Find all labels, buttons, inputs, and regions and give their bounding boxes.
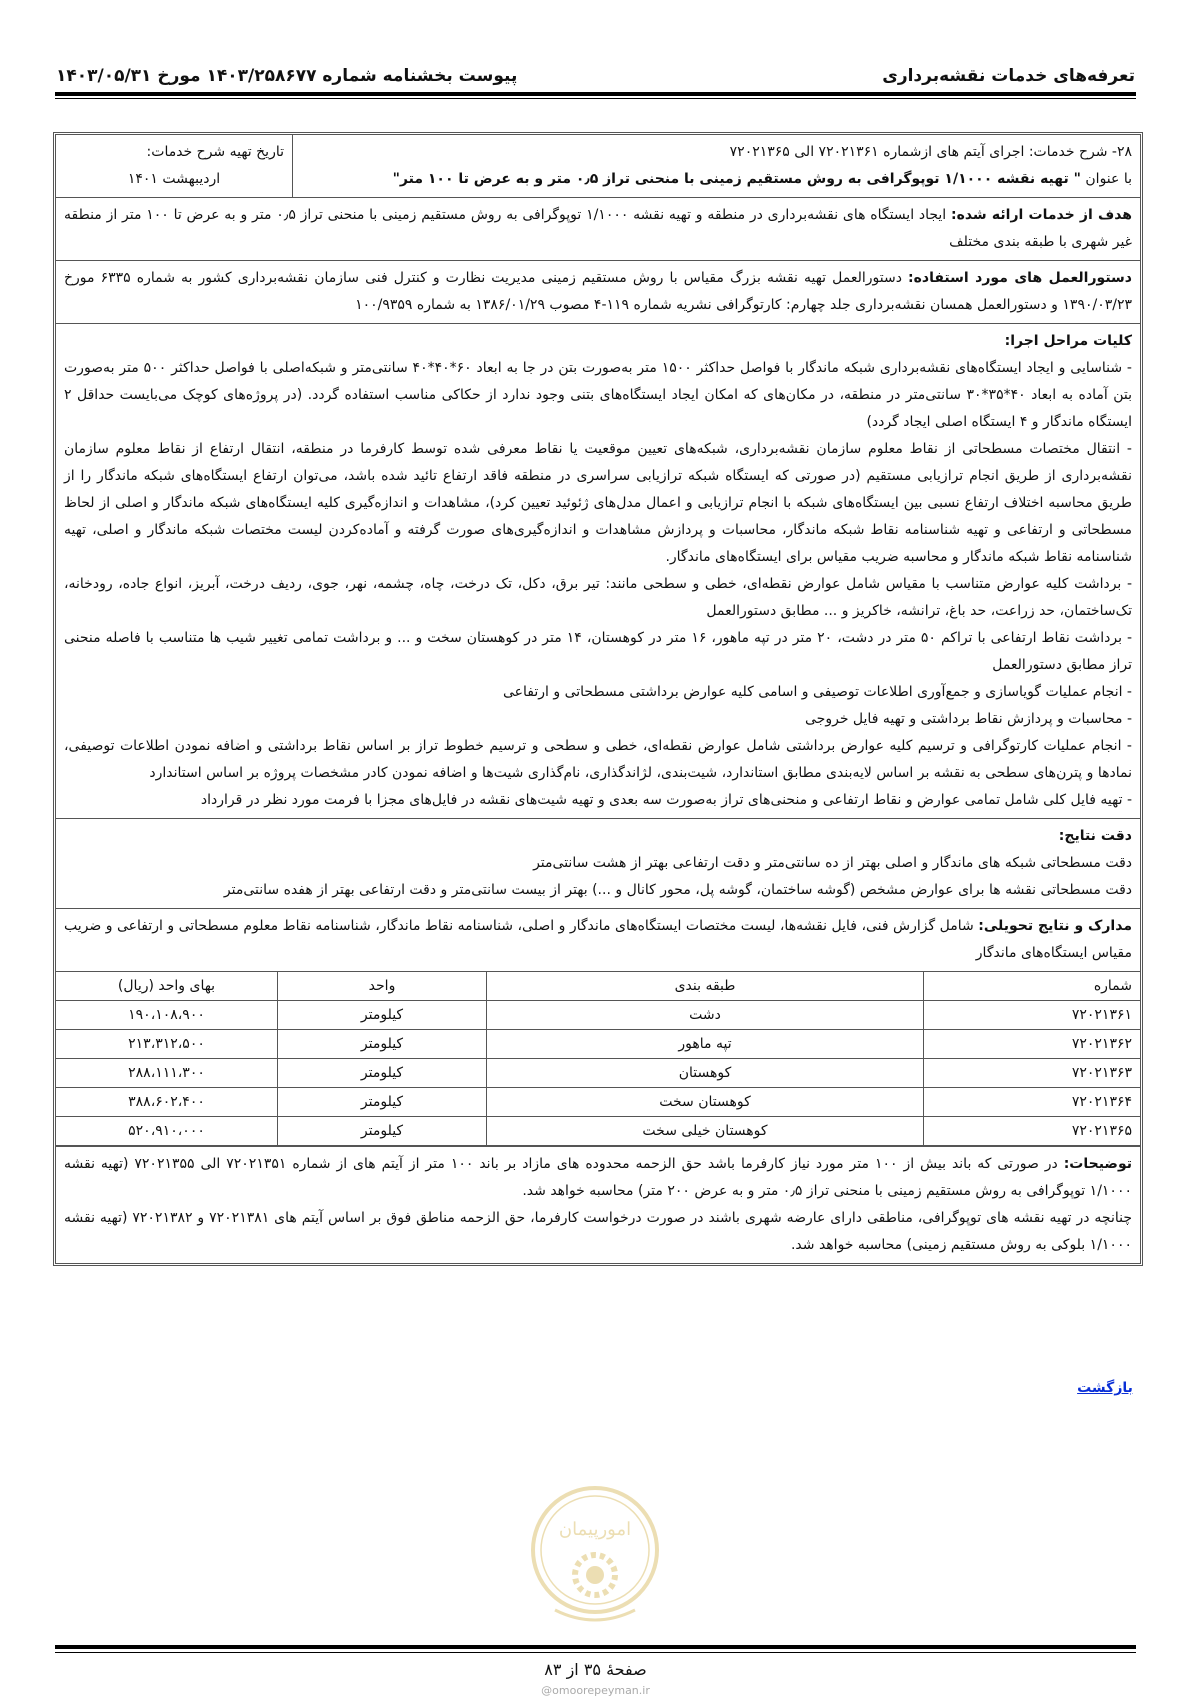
- service-line2: با عنوان " تهیه نقشه ۱/۱۰۰۰ توپوگرافی به روش مستقیم زمینی با منحنی تراز ۰٫۵ متر و به عرض تا ۱۰۰ متر": [392, 171, 1132, 187]
- service-line1: ۲۸- شرح خدمات: اجرای آیتم های ازشماره ۷۲۰۲۱۳۶۱ الی ۷۲۰۲۱۳۶۵: [729, 144, 1132, 160]
- header-rule: [55, 92, 1136, 96]
- cell-code: ۷۲۰۲۱۳۶۱: [924, 1001, 1141, 1030]
- cell-unit: کیلومتر: [278, 1088, 487, 1117]
- site-watermark: @omoorepeyman.ir: [541, 1684, 650, 1697]
- goal-label: هدف از خدمات ارائه شده:: [950, 207, 1132, 223]
- steps-row: [56, 324, 1140, 819]
- manual-label: دستورالعمل های مورد استفاده:: [908, 270, 1132, 286]
- date-value: اردیبهشت ۱۴۰۱: [127, 171, 221, 187]
- notes-text1: در صورتی که باند بیش از ۱۰۰ متر مورد نیاز کارفرما باشد حق الزحمه محدوده های مازاد بر باند ۱۰۰ متر از آیتم های از شماره ۷۲۰۲۱۳۵۱ الی ۷۲۰۲۱۳۵۵ (تهیه نقشه ۱/۱۰۰۰ توپوگرافی به روش مستقیم زمینی با منحنی تراز ۰٫۵ متر و به عرض ۲۰۰ متر) محاسبه خواهد شد.: [64, 1156, 1132, 1199]
- footer-rule: [55, 1645, 1136, 1649]
- service-title: " تهیه نقشه ۱/۱۰۰۰ توپوگرافی به روش مستقیم زمینی با منحنی تراز ۰٫۵ متر و به عرض تا ۱۰۰ متر": [392, 171, 1081, 187]
- cell-price: ۲۸۸،۱۱۱،۳۰۰: [56, 1059, 278, 1088]
- table-header-row: [56, 972, 1140, 1001]
- cell-category: کوهستان: [487, 1059, 924, 1088]
- deliverables-row: [56, 909, 1140, 972]
- service-document: [53, 132, 1143, 1266]
- cell-unit: کیلومتر: [278, 1117, 487, 1146]
- goal-text: ایجاد ایستگاه های نقشه‌برداری در منطقه و تهیه نقشه ۱/۱۰۰۰ توپوگرافی به روش مستقیم زمینی با منحنی تراز ۰٫۵ متر و به عرض تا ۱۰۰ متر از منطقه غیر شهری با طبقه بندی مختلف: [64, 207, 1132, 250]
- step-item: - برداشت نقاط ارتفاعی با تراکم ۵۰ متر در دشت، ۲۰ متر در تپه ماهور، ۱۶ متر در کوهستان، ۱۴ متر در کوهستان سخت و ... و برداشت تمامی تغییر شیب ها متناسب با فاصله منحنی تراز مطابق دستورالعمل: [64, 630, 1133, 673]
- page-number: صفحهٔ ۳۵ از ۸۳: [544, 1660, 647, 1679]
- manual-row: [56, 261, 1140, 324]
- header-price: بهای واحد (ریال): [56, 972, 278, 1001]
- seal-lettering: امورپیمان: [558, 1519, 632, 1540]
- cell-unit: کیلومتر: [278, 1059, 487, 1088]
- step-item: - تهیه فایل کلی شامل تمامی عوارض و نقاط ارتفاعی و منحنی‌های تراز به‌صورت سه بعدی و تهیه شیت‌های نقشه در فایل‌های مجزا با فرمت مورد نظر در قرارداد: [200, 792, 1132, 808]
- table-row: [56, 1088, 1140, 1117]
- table-row: [56, 1059, 1140, 1088]
- footer-rule-thin: [55, 1652, 1136, 1653]
- cell-category: کوهستان سخت: [487, 1088, 924, 1117]
- table-row: [56, 1030, 1140, 1059]
- step-item: - برداشت کلیه عوارض متناسب با مقیاس شامل عوارض نقطه‌ای، خطی و سطحی مانند: تیر برق، دکل، تک درخت، چاه، چشمه، نهر، جوی، ردیف درخت، آبریز، انواع جاده، رودخانه، تک‌ساختمان، حد زراعت، حد باغ، ترانشه، خاکریز و ... مطابق دستورالعمل: [64, 576, 1132, 619]
- tariff-table: [56, 972, 1140, 1146]
- cell-category: دشت: [487, 1001, 924, 1030]
- header-attachment: پیوست بخشنامه شماره ۱۴۰۳/۲۵۸۶۷۷ مورخ ۱۴۰۳/۰۵/۳۱: [56, 66, 518, 86]
- back-link[interactable]: بازگشت: [1077, 1380, 1133, 1396]
- table-row: [56, 1001, 1140, 1030]
- cell-price: ۵۲۰،۹۱۰،۰۰۰: [56, 1117, 278, 1146]
- table-row: [56, 1117, 1140, 1146]
- step-item: - انجام عملیات گویاسازی و جمع‌آوری اطلاعات توصیفی و اسامی کلیه عوارض برداشتی مسطحاتی و ارتفاعی: [503, 684, 1132, 700]
- manual-text: دستورالعمل تهیه نقشه بزرگ مقیاس با روش مستقیم زمینی مدیریت نظارت و کنترل فنی سازمان نقشه‌برداری کشور به شماره ۶۳۳۵ مورخ ۱۳۹۰/۰۳/۲۳ و دستورالعمل همسان نقشه‌برداری جلد چهارم: کارتوگرافی نشریه شماره ۱۱۹-۴ مصوب ۱۳۸۶/۰۱/۲۹ به شماره ۱۰۰/۹۳۵۹: [64, 270, 1132, 313]
- tariff-table-row: [56, 972, 1140, 1147]
- step-item: - انجام عملیات کارتوگرافی و ترسیم کلیه عوارض برداشتی شامل عوارض نقطه‌ای، خطی و سطحی و ترسیم خطوط تراز بر اساس نقاط برداشتی و اضافه نمودن اطلاعات توصیفی، نمادها و پترن‌های سطحی به نقشه بر اساس لایه‌بندی مطابق استاندارد، شیت‌بندی، لژاندگذاری، نام‌گذاری شیت‌ها و اضافه نمودن کادر مشخصات پروژه بر اساس استاندارد: [64, 738, 1132, 781]
- seal-logo: [525, 1475, 665, 1635]
- date-label: تاریخ تهیه شرح خدمات:: [146, 144, 284, 160]
- service-title-row: [56, 135, 1140, 198]
- deliverables-label: مدارک و نتایج تحویلی:: [978, 918, 1132, 934]
- page-header: [56, 52, 1135, 86]
- accuracy-row: [56, 819, 1140, 909]
- accuracy-line: دقت مسطحاتی نقشه ها برای عوارض مشخص (گوشه ساختمان، گوشه پل، محور کانال و ...) بهتر از بیست سانتی‌متر و دقت ارتفاعی بهتر از هفده سانتی‌متر: [223, 882, 1132, 898]
- header-unit: واحد: [278, 972, 487, 1001]
- notes-text2: چنانچه در تهیه نقشه های توپوگرافی، مناطقی دارای عارضه شهری باشند در صورت درخواست کارفرما، حق الزحمه مناطق فوق بر اساس آیتم های ۷۲۰۲۱۳۸۱ و ۷۲۰۲۱۳۸۲ (تهیه نقشه ۱/۱۰۰۰ بلوکی به روش مستقیم زمینی) محاسبه خواهد شد.: [64, 1210, 1132, 1253]
- header-category: طبقه بندی: [487, 972, 924, 1001]
- cell-unit: کیلومتر: [278, 1030, 487, 1059]
- cell-code: ۷۲۰۲۱۳۶۴: [924, 1088, 1141, 1117]
- steps-label: کلیات مراحل اجرا:: [1004, 333, 1132, 349]
- cell-category: تپه ماهور: [487, 1030, 924, 1059]
- notes-row: [56, 1147, 1140, 1263]
- cell-code: ۷۲۰۲۱۳۶۲: [924, 1030, 1141, 1059]
- accuracy-label: دقت نتایج:: [1058, 828, 1132, 844]
- cell-unit: کیلومتر: [278, 1001, 487, 1030]
- goal-row: [56, 198, 1140, 261]
- cell-price: ۳۸۸،۶۰۲،۴۰۰: [56, 1088, 278, 1117]
- notes-label: توضیحات:: [1063, 1156, 1132, 1172]
- cell-code: ۷۲۰۲۱۳۶۳: [924, 1059, 1141, 1088]
- step-item: - شناسایی و ایجاد ایستگاه‌های نقشه‌برداری شبکه ماندگار با فواصل حداکثر ۱۵۰۰ متر به‌صورت بتن در جا به ابعاد ۶۰*۴۰*۴۰ سانتی‌متر و شبکه‌اصلی با فواصل حداکثر ۵۰۰ متر به‌صورت بتن آماده به ابعاد ۴۰*۳۵*۳۰ سانتی‌متر در منطقه، در مکان‌های که امکان ایجاد ایستگاه‌های بتنی وجود ندارد از حکاکی مناسب استفاده گردد. (در پروژه‌های کوچک می‌بایست حداقل ۲ ایستگاه ماندگار و ۴ ایستگاه اصلی ایجاد گردد): [64, 360, 1132, 430]
- header-title: تعرفه‌های خدمات نقشه‌برداری: [882, 66, 1135, 86]
- accuracy-line: دقت مسطحاتی شبکه های ماندگار و اصلی بهتر از ده سانتی‌متر و دقت ارتفاعی بهتر از هشت سانتی‌متر: [533, 855, 1132, 871]
- header-code: شماره: [924, 972, 1141, 1001]
- service-description: [293, 135, 1140, 197]
- cell-code: ۷۲۰۲۱۳۶۵: [924, 1117, 1141, 1146]
- service-date-cell: [56, 135, 293, 197]
- deliverables-text: شامل گزارش فنی، فایل نقشه‌ها، لیست مختصات ایستگاه‌های ماندگار و اصلی، شناسنامه نقاط ماندگار، شناسنامه نقاط معلوم مسطحاتی و ارتفاعی و ضریب مقیاس ایستگاه‌های ماندگار: [64, 918, 1132, 961]
- step-item: - محاسبات و پردازش نقاط برداشتی و تهیه فایل خروجی: [805, 711, 1132, 727]
- header-rule-thin: [55, 98, 1136, 99]
- step-item: - انتقال مختصات مسطحاتی از نقاط معلوم سازمان نقشه‌برداری، شبکه‌های تعیین موقعیت یا نقاط معرفی شده توسط کارفرما در منطقه، انتقال ارتفاع از نقاط معلوم سازمان نقشه‌برداری از طریق انجام ترازیابی مستقیم (در صورتی که ایستگاه شبکه ترازیابی سراسری در منطقه فاقد ارتفاع تائید شده باشد، می‌توان ارتفاع ایستگاه‌های شبکه ماندگار را از طریق محاسبه اختلاف ارتفاع نسبی بین ایستگاه‌های شبکه با انجام ترازیابی و اعمال مدل‌های ژئوئید تعیین کرد)، مشاهدات و اندازه‌گیری کلیه ایستگاه‌های شبکه ماندگار و اصلی از لحاظ مسطحاتی و ارتفاعی و تهیه شناسنامه نقاط شبکه ماندگار، محاسبات و پردازش مشاهدات و اندازه‌گیری‌های صورت گرفته و آماده‌کردن لیست مختصات شبکه ماندگار و اصلی، تهیه شناسنامه نقاط شبکه ماندگار و محاسبه ضریب مقیاس برای ایستگاه‌های ماندگار.: [64, 441, 1132, 565]
- cell-price: ۲۱۳،۳۱۲،۵۰۰: [56, 1030, 278, 1059]
- cell-category: کوهستان خیلی سخت: [487, 1117, 924, 1146]
- cell-price: ۱۹۰،۱۰۸،۹۰۰: [56, 1001, 278, 1030]
